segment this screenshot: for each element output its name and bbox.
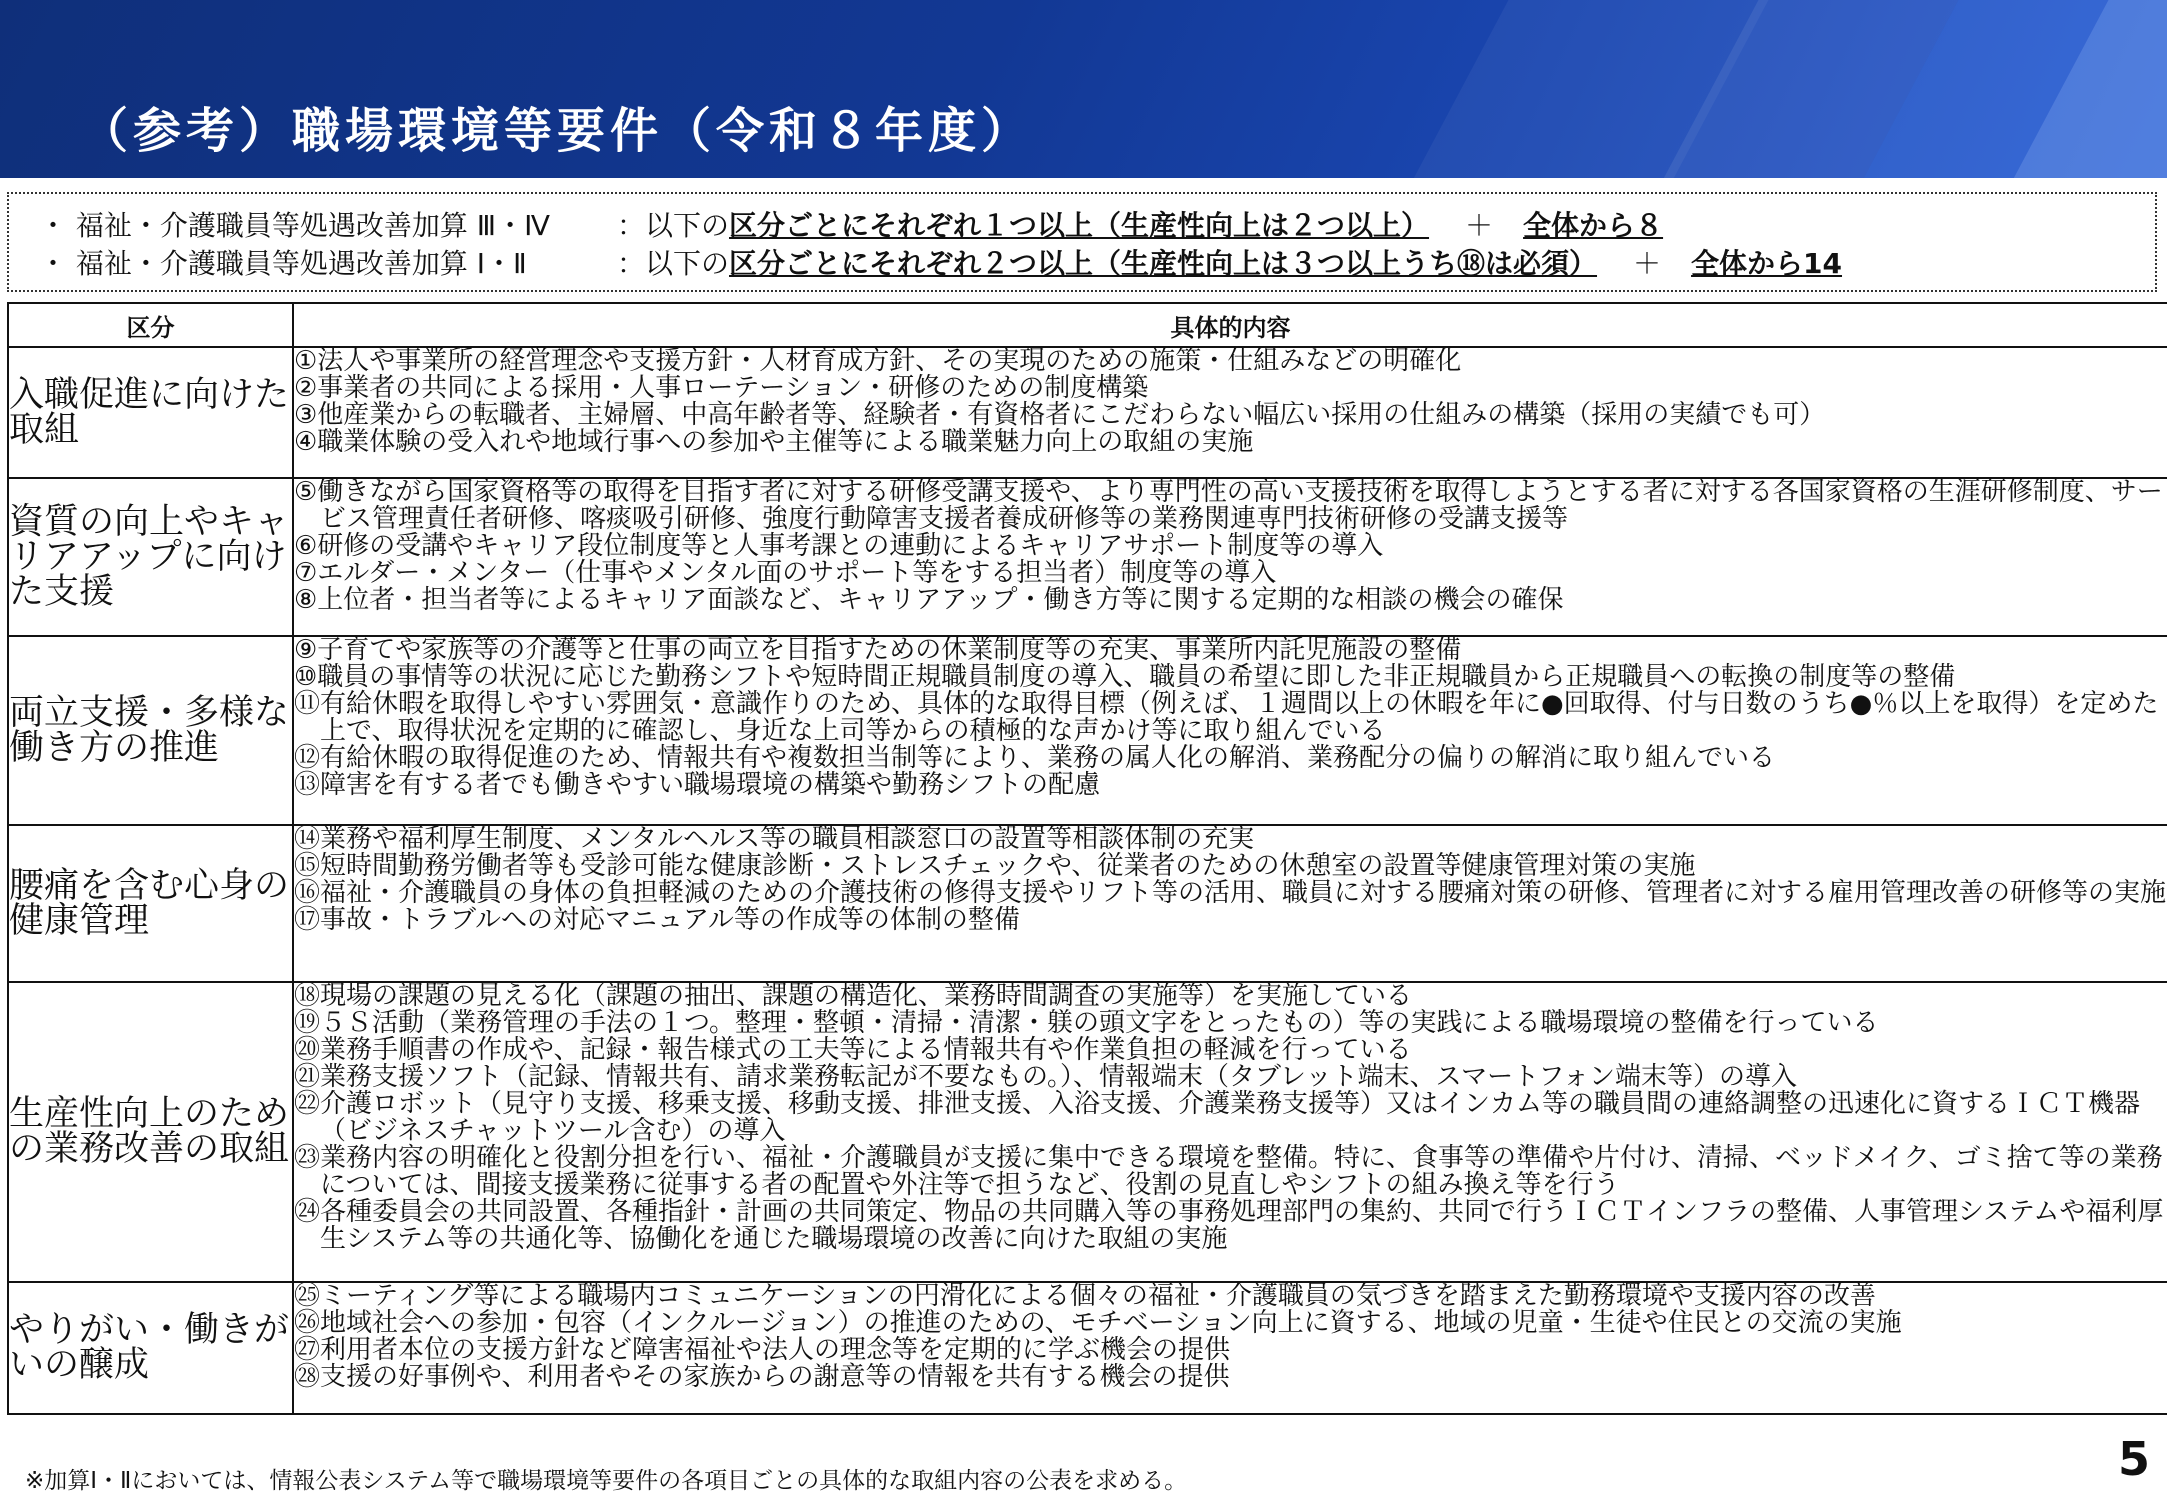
requirement-prefix: ：以下の	[617, 247, 730, 280]
header-banner	[0, 0, 2167, 178]
requirement-total: 全体から14	[1691, 247, 1843, 280]
table-row	[8, 478, 2167, 636]
list-item: ㉓業務内容の明確化と役割分担を行い、福祉・介護職員が支援に集中できる環境を整備。特に、食事等の準備や片付け、清掃、ベッドメイク、ゴミ捨て等の業務については、間接支援業務に従事する者の配置や外注等で担うなど、役割の見直しやシフトの組み換え等を行う	[294, 1143, 2163, 1200]
content-cell	[293, 1282, 2167, 1414]
table-row	[8, 1282, 2167, 1414]
list-item: ⑧上位者・担当者等によるキャリア面談など、キャリアアップ・働き方等に関する定期的な相談の機会の確保	[294, 585, 1564, 615]
list-item: ⑭業務や福利厚生制度、メンタルヘルス等の職員相談窓口の設置等相談体制の充実	[294, 824, 1255, 854]
column-header-category: 区分	[8, 303, 293, 347]
category-cell: 資質の向上やキャリアアップに向けた支援	[8, 478, 293, 636]
list-item: ㉗利用者本位の支援方針など障害福祉や法人の理念等を定期的に学ぶ機会の提供	[294, 1335, 1231, 1365]
list-item: ㉔各種委員会の共同設置、各種指針・計画の共同策定、物品の共同購入等の事務処理部門の集約、共同で行うＩＣＴインフラの整備、人事管理システムや福利厚生システム等の共通化等、協働化を通じた職場環境の改善に向けた取組の実施	[294, 1197, 2164, 1254]
content-cell	[293, 825, 2167, 982]
list-item: ①法人や事業所の経営理念や支援方針・人材育成方針、その実現のための施策・仕組みなどの明確化	[294, 346, 1462, 376]
list-item: ⑮短時間勤務労働者等も受診可能な健康診断・ストレスチェックや、従業者のための休憩室の設置等健康管理対策の実施	[294, 851, 1696, 881]
list-item: ⑨子育てや家族等の介護等と仕事の両立を目指すための休業制度等の充実、事業所内託児施設の整備	[294, 635, 1462, 665]
list-item: ③他産業からの転職者、主婦層、中高年齢者等、経験者・有資格者にこだわらない幅広い採用の仕組みの構築（採用の実績でも可）	[294, 400, 1826, 430]
table-row	[8, 982, 2167, 1282]
requirement-total: 全体から８	[1523, 209, 1664, 242]
list-item: ㉘支援の好事例や、利用者やその家族からの謝意等の情報を共有する機会の提供	[294, 1362, 1230, 1392]
list-item: ⑫有給休暇の取得促進のため、情報共有や複数担当制等により、業務の属人化の解消、業務配分の偏りの解消に取り組んでいる	[294, 743, 1775, 773]
category-cell: 両立支援・多様な働き方の推進	[8, 636, 293, 825]
requirement-line	[39, 208, 1663, 244]
requirement-label: ・ 福祉・介護職員等処遇改善加算 Ⅲ・Ⅳ	[39, 209, 550, 242]
list-item: ⑤働きながら国家資格等の取得を目指す者に対する研修受講支援や、より専門性の高い支援技術を取得しようとする者に対する各国家資格の生涯研修制度、サービス管理責任者研修、喀痰吸引研修、強度行動障害支援者養成研修等の業務関連専門技術研修の受講支援等	[294, 477, 2163, 534]
table-header-row	[8, 303, 2167, 347]
list-item: ㉖地域社会への参加・包容（インクルージョン）の推進のための、モチベーション向上に資する、地域の児童・生徒や住民との交流の実施	[294, 1308, 1902, 1338]
content-cell	[293, 478, 2167, 636]
content-cell	[293, 982, 2167, 1282]
page-number: 5	[2118, 1432, 2151, 1486]
requirement-rule: 区分ごとにそれぞれ１つ以上（生産性向上は２つ以上）	[729, 209, 1430, 242]
content-cell	[293, 636, 2167, 825]
requirement-label: ・ 福祉・介護職員等処遇改善加算 Ⅰ・Ⅱ	[39, 247, 527, 280]
list-item: ㉑業務支援ソフト（記録、情報共有、請求業務転記が不要なもの。）、情報端末（タブレット端末、スマートフォン端末等）の導入	[294, 1062, 1798, 1092]
page-title: （参考）職場環境等要件（令和８年度）	[80, 103, 1035, 159]
requirements-table	[7, 302, 2167, 1415]
list-item: ㉒介護ロボット（見守り支援、移乗支援、移動支援、排泄支援、入浴支援、介護業務支援等）又はインカム等の職員間の連絡調整の迅速化に資するＩＣＴ機器（ビジネスチャットツール含む）の導入	[294, 1089, 2141, 1146]
list-item: ⑬障害を有する者でも働きやすい職場環境の構築や勤務シフトの配慮	[294, 770, 1101, 800]
content-cell	[293, 347, 2167, 478]
list-item: ㉕ミーティング等による職場内コミュニケーションの円滑化による個々の福祉・介護職員の気づきを踏まえた勤務環境や支援内容の改善	[294, 1281, 1876, 1311]
footnote: ※加算Ⅰ・Ⅱにおいては、情報公表システム等で職場環境等要件の各項目ごとの具体的な取組内容の公表を求める。	[25, 1468, 1188, 1494]
requirements-box	[7, 192, 2157, 292]
list-item: ⑱現場の課題の見える化（課題の抽出、課題の構造化、業務時間調査の実施等）を実施している	[294, 981, 1413, 1011]
table-row	[8, 347, 2167, 478]
list-item: ⑲５Ｓ活動（業務管理の手法の１つ。整理・整頓・清掃・清潔・躾の頭文字をとったもの）等の実践による職場環境の整備を行っている	[294, 1008, 1879, 1038]
list-item: ⑯福祉・介護職員の身体の負担軽減のための介護技術の修得支援やリフト等の活用、職員に対する腰痛対策の研修、管理者に対する雇用管理改善の研修等の実施	[294, 878, 2167, 908]
plus-sign: ＋	[1465, 209, 1494, 242]
column-header-content: 具体的内容	[293, 303, 2167, 347]
table-row	[8, 825, 2167, 982]
table-row	[8, 636, 2167, 825]
list-item: ⑳業務手順書の作成や、記録・報告様式の工夫等による情報共有や作業負担の軽減を行っている	[294, 1035, 1412, 1065]
category-cell: 入職促進に向けた取組	[8, 347, 293, 478]
requirement-rule: 区分ごとにそれぞれ２つ以上（生産性向上は３つ以上うち⑱は必須）	[729, 247, 1598, 280]
list-item: ⑰事故・トラブルへの対応マニュアル等の作成等の体制の整備	[294, 905, 1020, 935]
list-item: ⑦エルダー・メンター（仕事やメンタル面のサポート等をする担当者）制度等の導入	[294, 558, 1277, 588]
list-item: ⑥研修の受講やキャリア段位制度等と人事考課との連動によるキャリアサポート制度等の導入	[294, 531, 1384, 561]
category-cell: やりがい・働きがいの醸成	[8, 1282, 293, 1414]
list-item: ④職業体験の受入れや地域行事への参加や主催等による職業魅力向上の取組の実施	[294, 427, 1254, 457]
requirement-line	[39, 246, 1842, 282]
list-item: ⑪有給休暇を取得しやすい雰囲気・意識作りのため、具体的な取得目標（例えば、１週間以上の休暇を年に●回取得、付与日数のうち●％以上を取得）を定めた上で、取得状況を定期的に確認し、身近な上司等からの積極的な声かけ等に取り組んでいる	[294, 689, 2159, 746]
category-cell: 生産性向上のための業務改善の取組	[8, 982, 293, 1282]
plus-sign: ＋	[1633, 247, 1662, 280]
requirement-prefix: ：以下の	[617, 209, 730, 242]
category-cell: 腰痛を含む心身の健康管理	[8, 825, 293, 982]
list-item: ②事業者の共同による採用・人事ローテーション・研修のための制度構築	[294, 373, 1149, 403]
list-item: ⑩職員の事情等の状況に応じた勤務シフトや短時間正規職員制度の導入、職員の希望に即した非正規職員から正規職員への転換の制度等の整備	[294, 662, 1956, 692]
